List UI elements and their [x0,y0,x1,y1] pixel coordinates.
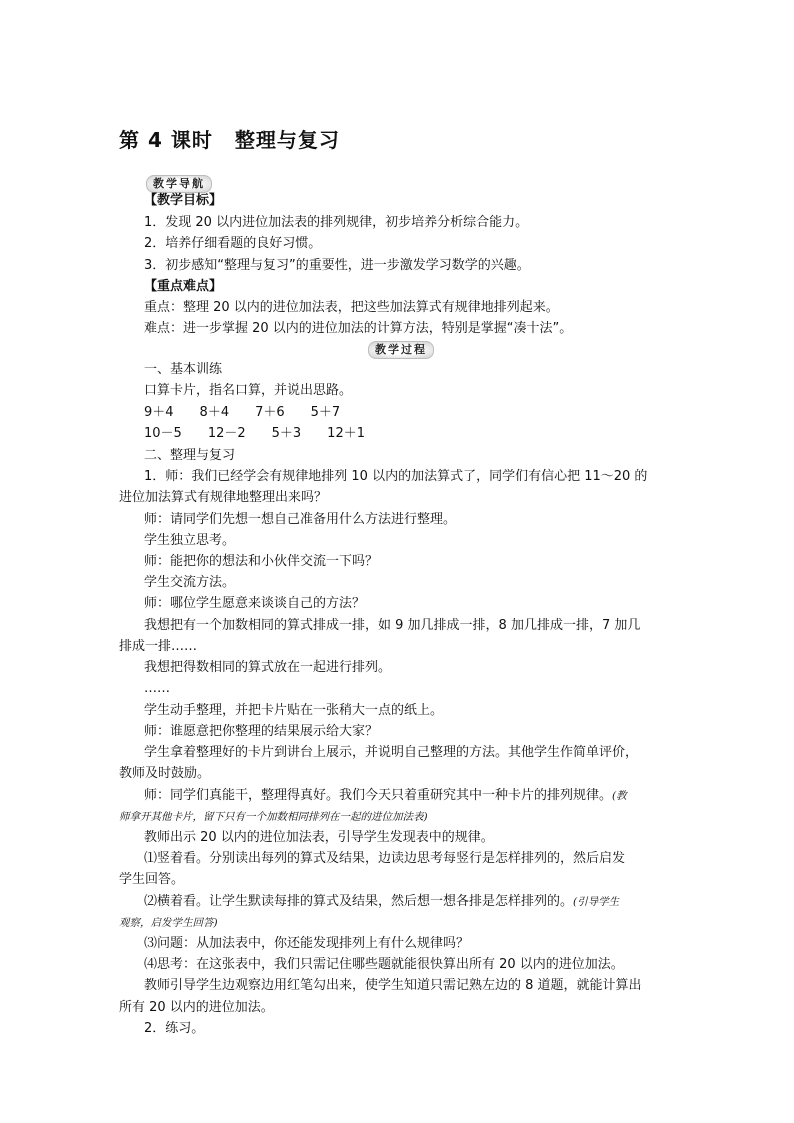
para-3: 学生独立思考。 [144,533,236,548]
para-10: 学生动手整理，并把卡片贴在一张稍大一点的纸上。 [144,703,444,718]
key-points-heading: 【重点难点】 [144,279,223,294]
para-16a [144,892,619,912]
para-9: …… [144,681,170,696]
expression-row-2: 10－5 12－2 5＋3 12＋1 [144,426,365,441]
para-15a: ⑴竖着看。分别读出每列的算式及结果，边读边思考每竖行是怎样排列的，然后启发 [144,851,626,866]
para-16b-note: 观察，启发学生回答) [119,917,218,929]
para-13a-note: (教 [612,790,627,802]
para-19b: 所有 20 以内的进位加法。 [119,1000,274,1015]
goals-heading: 【教学目标】 [144,193,223,208]
goal-1: 1．发现 20 以内进位加法表的排列规律，初步培养分析综合能力。 [144,215,529,230]
para-20: 2．练习。 [144,1021,205,1036]
para-1a: 1．师：我们已经学会有规律地排列 10 以内的加法算式了，同学们有信心把 11～20 的 [144,469,648,484]
expression-row-1: 9＋4 8＋4 7＋6 5＋7 [144,405,341,420]
para-13a [144,786,627,806]
para-2: 师：请同学们先想一想自己准备用什么方法进行整理。 [144,512,457,527]
lesson-topic: 整理与复习 [234,128,340,152]
key-point: 重点：整理 20 以内的进位加法表，把这些加法算式有规律地排列起来。 [144,300,559,315]
goal-3: 3．初步感知“整理与复习”的重要性，进一步激发学习数学的兴趣。 [144,258,530,273]
lesson-number: 第 4 课时 [119,128,213,152]
para-6: 师：哪位学生愿意来谈谈自己的方法？ [144,596,366,611]
para-16a-text: ⑵横着看。让学生默读每排的算式及结果，然后想一想各排是怎样排列的。 [144,894,574,909]
para-12a: 学生拿着整理好的卡片到讲台上展示，并说明自己整理的方法。其他学生作简单评价， [144,745,639,760]
goal-2: 2．培养仔细看题的良好习惯。 [144,236,322,251]
para-13a-text: 师：同学们真能干，整理得真好。我们今天只着重研究其中一种卡片的排列规律。 [144,788,613,803]
para-17: ⑶问题：从加法表中，你还能发现排列上有什么规律吗？ [144,936,470,951]
para-8: 我想把得数相同的算式放在一起进行排列。 [144,660,392,675]
section-basic-training: 一、基本训练 [144,362,223,377]
para-19a: 教师引导学生边观察边用红笔勾出来，使学生知道只需记熟左边的 8 道题，就能计算出 [144,978,642,993]
para-14: 教师出示 20 以内的进位加法表，引导学生发现表中的规律。 [144,830,494,845]
para-13b-note: 师拿开其他卡片，留下只有一个加数相同排列在一起的进位加法表) [119,811,428,823]
para-11: 师：谁愿意把你整理的结果展示给大家？ [144,724,379,739]
para-16a-note: (引导学生 [573,896,620,908]
para-4: 师：能把你的想法和小伙伴交流一下吗？ [144,554,379,569]
para-15b: 学生回答。 [119,872,185,887]
para-12b: 教师及时鼓励。 [119,766,211,781]
difficult-point: 难点：进一步掌握 20 以内的进位加法的计算方法，特别是掌握“凑十法”。 [144,321,573,336]
oral-instruction: 口算卡片，指名口算，并说出思路。 [144,383,353,398]
para-1b: 进位加法算式有规律地整理出来吗？ [119,490,328,505]
para-7a: 我想把有一个加数相同的算式排成一排，如 9 加几排成一排，8 加几排成一排，7 加几 [144,618,641,633]
para-7b: 排成一排…… [119,639,198,654]
lesson-title [119,124,340,153]
para-18: ⑷思考：在这张表中，我们只需记住哪些题就能很快算出所有 20 以内的进位加法。 [144,957,624,972]
teaching-guide-badge: 教学导航 [146,175,212,193]
para-5: 学生交流方法。 [144,575,236,590]
section-review: 二、整理与复习 [144,448,236,463]
teaching-process-badge: 教学过程 [368,341,434,359]
